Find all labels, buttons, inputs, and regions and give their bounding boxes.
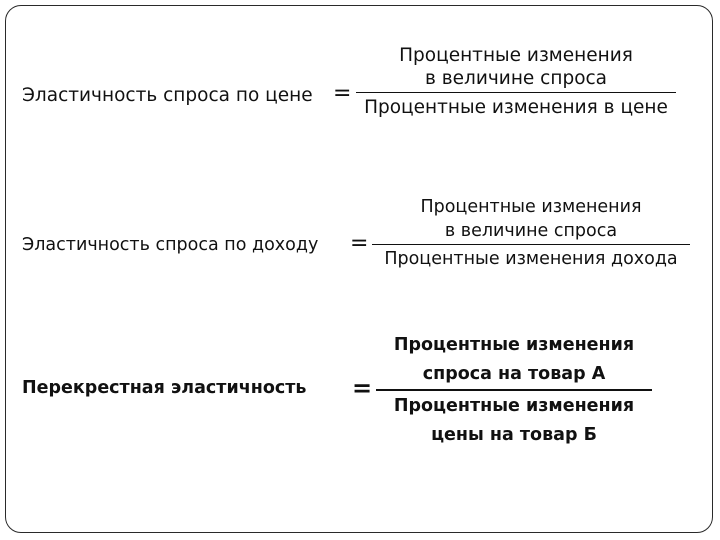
equals-sign: = bbox=[352, 374, 373, 402]
numerator-line: Процентные изменения bbox=[393, 335, 635, 355]
denominator-line: цены на товар Б bbox=[431, 424, 597, 445]
fraction bbox=[372, 195, 690, 271]
fraction-bar bbox=[376, 389, 652, 391]
denominator-line: Процентные изменения в цене bbox=[364, 97, 668, 119]
numerator-line: в величине спроса bbox=[424, 68, 608, 89]
equals-sign: = bbox=[350, 231, 369, 256]
equals-sign: = bbox=[333, 81, 352, 106]
fraction-bar bbox=[356, 92, 676, 93]
formula-lhs-label: Эластичность спроса по доходу bbox=[22, 235, 319, 255]
fraction-bar bbox=[372, 244, 690, 245]
fraction bbox=[376, 331, 652, 450]
numerator-line: Процентные изменения bbox=[399, 45, 633, 66]
formula-lhs-label: Перекрестная эластичность bbox=[22, 378, 307, 398]
fraction bbox=[356, 44, 676, 119]
numerator-line: в величине спроса bbox=[444, 221, 618, 241]
formula-lhs-label: Эластичность спроса по цене bbox=[22, 85, 313, 106]
numerator-line: спроса на товар А bbox=[422, 364, 606, 384]
denominator-line: Процентные изменения bbox=[393, 395, 635, 416]
numerator-line: Процентные изменения bbox=[420, 197, 642, 217]
denominator-line: Процентные изменения дохода bbox=[384, 249, 678, 270]
